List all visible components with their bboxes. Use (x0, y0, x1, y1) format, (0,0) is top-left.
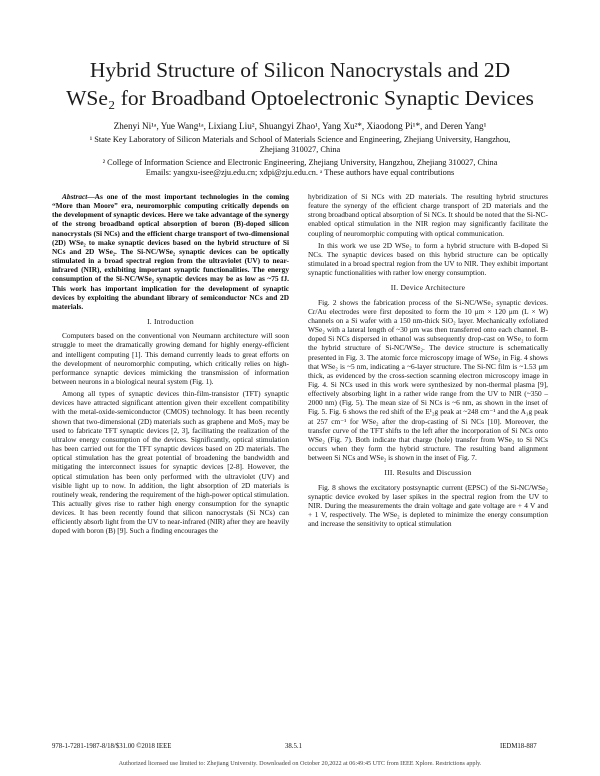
paragraph: Computers based on the conventional von Neumann architecture will soon struggle to meet the dramatically growing demand for highly energy-efficient and intelligent computing [1]. This demand currently leads to great efforts on the development of neuromorphic computing, which critically relies on high-performance synaptic devices mimicking the transmission of information between neurons in a biological neural system (Fig. 1). (52, 331, 289, 386)
paragraph: Among all types of synaptic devices thin-film-transistor (TFT) synaptic devices have attracted significant attention given their excellent compatibility with the metal-oxide-semiconductor (CMOS) technology. It has been recently shown that two-dimensional (2D) materials such as graphene and MoS₂ may be used to fabricate TFT synaptic devices [2, 3], facilitating the realization of the ultralow energy consumption of the devices. Significantly, optical stimulation has been carried out for the TFT synaptic devices based on 2D materials. The optical stimulation has the great potential of broadening the bandwidth and mitigating the interconnect issues for synaptic devices [2-8]. However, the optical stimulation has been only performed with the ultraviolet (UV) and visible light up to now. In addition, the light absorption of 2D materials is routinely weak, rendering the requirement of the high-power optical stimulation. This actually gives rise to rather high energy consumption for the synaptic devices. It has been recently found that silicon nanocrystals (Si NCs) can efficiently absorb light from the UV to near-infrared (NIR) after they are heavily doped with boron (B) [9]. Such a finding encourages the (52, 389, 289, 536)
paragraph: Fig. 8 shows the excitatory postsynaptic current (EPSC) of the Si-NC/WSe₂ synaptic device evoked by laser spikes in the spectral region from the UV to NIR. During the measurements the drain voltage and gate voltage are + 4 V and + 1 V, respectively. The WSe₂ is depleted to minimize the energy consumption and increase the sensitivity to optical stimulation (308, 482, 548, 529)
abstract-label: Abstract (62, 192, 88, 201)
download-notice: Authorized licensed use limited to: Zhejiang University. Downloaded on October 20,2022 at 06:49:45 UTC from IEEE Xplore. Restrictions apply. (118, 760, 482, 767)
abstract-text: —As one of the most important technologies in the coming “More than Moore” era, neuromorphic computing critically depends on the development of synaptic devices. Here we take advantage of the synergy of the strong broadband optical absorption of boron (B)-doped silicon nanocrystals (Si NCs) and the efficient charge transport of two-dimensional (2D) WSe₂ to make synaptic devices based on the hybrid structure of Si NCs and 2D WSe₂. The Si-NC/WSe₂ synaptic devices can be optically stimulated in a broad spectral region from the ultraviolet (UV) to near-infrared (NIR), exhibiting important synaptic functionalities. The energy consumption of the Si-NC/WSe₂ synaptic devices may be as low as ~75 fJ. This work has important implication for the development of synaptic devices by exploiting the abundant library of semiconductor NCs and 2D materials. (52, 192, 289, 311)
affiliation-2: ² College of Information Science and Electronic Engineering, Zhejiang University, Hangzhou, Zhejiang 310027, China (102, 158, 498, 167)
title-line-2: WSe₂ for Broadband Optoelectronic Synaptic Devices (66, 86, 534, 110)
affiliation-1-line-1: ¹ State Key Laboratory of Silicon Materials and School of Materials Science and Engineering, Zhejiang University, Hangzhou, (89, 135, 511, 144)
section-heading-introduction: I. Introduction (147, 317, 194, 327)
contact-emails: Emails: yangxu-isee@zju.edu.cn; xdpi@zju.edu.cn. ᵃ These authors have equal contributions (145, 168, 455, 177)
paper-title (40, 56, 560, 112)
left-column (52, 192, 289, 539)
section-heading-device-architecture: II. Device Architecture (390, 283, 466, 293)
affiliation-1 (44, 135, 556, 155)
affiliation-1-line-2: Zhejiang 310027, China (259, 145, 341, 154)
footer-page-number: IEDM18-887 (500, 743, 537, 750)
title-line-1: Hybrid Structure of Silicon Nanocrystals and 2D (89, 58, 511, 82)
section-heading-results: III. Results and Discussion (384, 468, 472, 478)
paragraph: Fig. 2 shows the fabrication process of the Si-NC/WSe₂ synaptic devices. Cr/Au electrodes were first deposited to form the 10 μm × 120 μm (L × W) channels on a Si wafer with a 150 nm-thick SiO₂ layer. Mechanically exfoliated WSe₂ with a lateral length of ~30 μm was then transferred onto each channel. B-doped Si NCs dispersed in ethanol was subsequently drop-cast on WSe₂ to form the hybrid structure of Si-NC/WSe₂. The device structure is schematically presented in Fig. 3. The atomic force microscopy image of WSe₂ in Fig. 4 shows that WSe₂ is ~5 nm, indicating a ~6-layer structure. The Si-NC film is ~1.53 μm thick, as evidenced by the cross-section scanning electron microscopy image in Fig. 4. Si NCs used in this work were synthesized by non-thermal plasma [9], effectively absorbing light in a rather wide range from the UV to NIR (~350 – 2000 nm) (Fig. 5). The mean size of Si NCs is ~6 nm, as shown in the inset of Fig. 5. Fig. 6 shows the red shift of the E¹₂g peak at ~248 cm⁻¹ and the A₁g peak at 257 cm⁻¹ for WSe₂ after the drop-casting of Si NCs [10]. Moreover, the transfer curve of the TFT shifts to the left after the incorporation of Si NCs onto WSe₂ (Fig. 7). Both indicate that charge (hole) transfer from WSe₂ to Si NCs occurs when they form the hybrid structure. The resulting band alignment between Si NCs and WSe₂ is shown in the inset of Fig. 7. (308, 297, 548, 463)
paragraph: In this work we use 2D WSe₂ to form a hybrid structure with B-doped Si NCs. The synaptic devices based on this hybrid structure can be optically stimulated in a broad spectral region from the UV to NIR. They exhibit important synaptic functionalities with rather low energy consumption. (308, 240, 548, 278)
right-column (308, 192, 548, 531)
footer-page-id: 38.5.1 (285, 743, 302, 750)
abstract (52, 192, 289, 311)
paragraph: hybridization of Si NCs with 2D materials. The resulting hybrid structures feature the synergy of the efficient charge transport of 2D materials and the strong broadband optical absorption of Si NCs. It should be noted that the Si-NC-enabled optical stimulation in the NIR region may significantly facilitate the coupling of neuromorphic computing with optical communication. (308, 192, 548, 238)
author-list: Zhenyi Ni¹ᵃ, Yue Wang¹ᵃ, Lixiang Liu², Shuangyi Zhao¹, Yang Xu²*, Xiaodong Pi¹*, and Deren Yang¹ (113, 121, 487, 131)
footer-copyright: 978-1-7281-1987-8/18/$31.00 ©2018 IEEE (52, 743, 172, 750)
